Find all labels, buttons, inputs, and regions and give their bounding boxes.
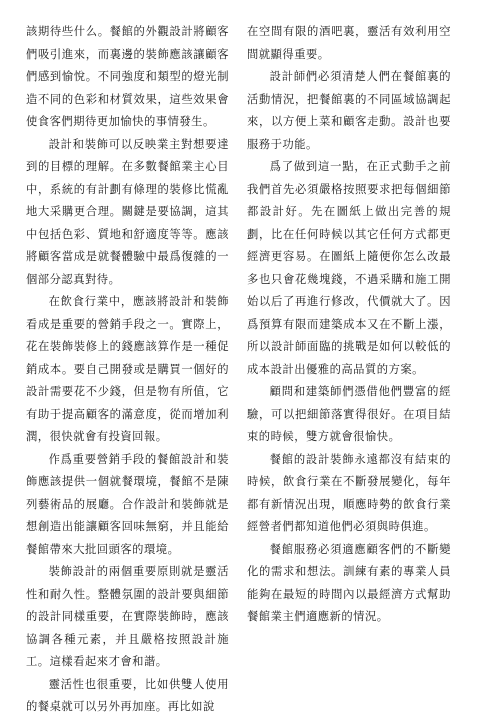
paragraph: 顧問和建築師們憑借他們豐富的經驗，可以把細節落實得很好。在項目結束的時候，雙方就會很愉快。 [247,385,451,443]
paragraph: 作爲重要營銷手段的餐館設計和裝飾應該提供一個就餐環境，餐館不是陳列藝術品的展廳。合作設計和裝飾就是想創造出能讓顧客回味無窮，并且能給餐館帶來大批回頭客的環境。 [26,452,229,556]
paragraph: 在飲食行業中，應該將設計和裝飾看成是重要的營銷手段之一。實際上，花在裝飾裝修上的錢應該算作是一種促銷成本。要自己開發或是購買一個好的設計需要花不少錢，但是物有所值，它有助于提高顧客的滿意度，從而增加利潤，很快就會有投資回報。 [26,295,229,443]
paragraph: 餐館服務必須適應顧客們的不斷變化的需求和想法。訓練有素的專業人員能夠在最短的時間內以最經濟方式幫助餐館業主們適應新的情況。 [247,542,451,623]
paragraph: 餐館的設計裝飾永遠都沒有結束的時候，飲食行業在不斷發展變化，每年都有新情況出現，順應時勢的飲食行業經營者們都知道他們必須與時俱進。 [247,452,451,533]
left-column [26,21,229,719]
paragraph: 爲了做到這一點，在正式動手之前我們首先必須嚴格按照要求把每個細節都設計好。先在圖紙上做出完善的規劃，比在任何時候以其它任何方式都更經濟更容易。在圖紙上隨便你怎么改最多也只會花幾塊錢，不過采購和施工開始以后了再進行修改，代價就大了。因爲預算有限而建築成本又在不斷上漲，所以設計師面臨的挑戰是如何以較低的成本設計出優雅的高品質的方案。 [247,160,451,376]
paragraph: 設計和裝飾可以反映業主對想要達到的目標的理解。在多數餐館業主心目中，系統的有計劃有條理的裝修比慌亂地大采購更合理。關鍵是要協調，這其中包括色彩、質地和舒適度等等。應該將顧客當成是就餐體驗中最爲復雜的一個部分認真對待。 [26,137,229,286]
paragraph: 靈活性也很重要，比如供雙人使用的餐桌就可以另外再加座。再比如說 [26,677,229,713]
paragraph: 該期待些什么。餐館的外觀設計將顧客們吸引進來，而裏邊的裝飾應該讓顧客們感到愉悅。不同強度和類型的燈光制造不同的色彩和材質效果，這些效果會使食客們期待更加愉快的事情發生。 [26,25,229,128]
right-column [247,21,451,629]
paragraph: 在空間有限的酒吧裏，靈活有效利用空間就顯得重要。 [247,25,451,61]
paragraph: 裝飾設計的兩個重要原則就是靈活性和耐久性。整體氛圍的設計要與細節的設計同樣重要，在實際裝飾時，應該協調各種元素，并且嚴格按照設計施工。這樣看起來才會和諧。 [26,565,229,668]
paragraph: 設計師們必須清楚人們在餐館裏的活動情況，把餐館裏的不同區域協調起來，以方便上菜和顧客走動。設計也要服務于功能。 [247,70,451,151]
